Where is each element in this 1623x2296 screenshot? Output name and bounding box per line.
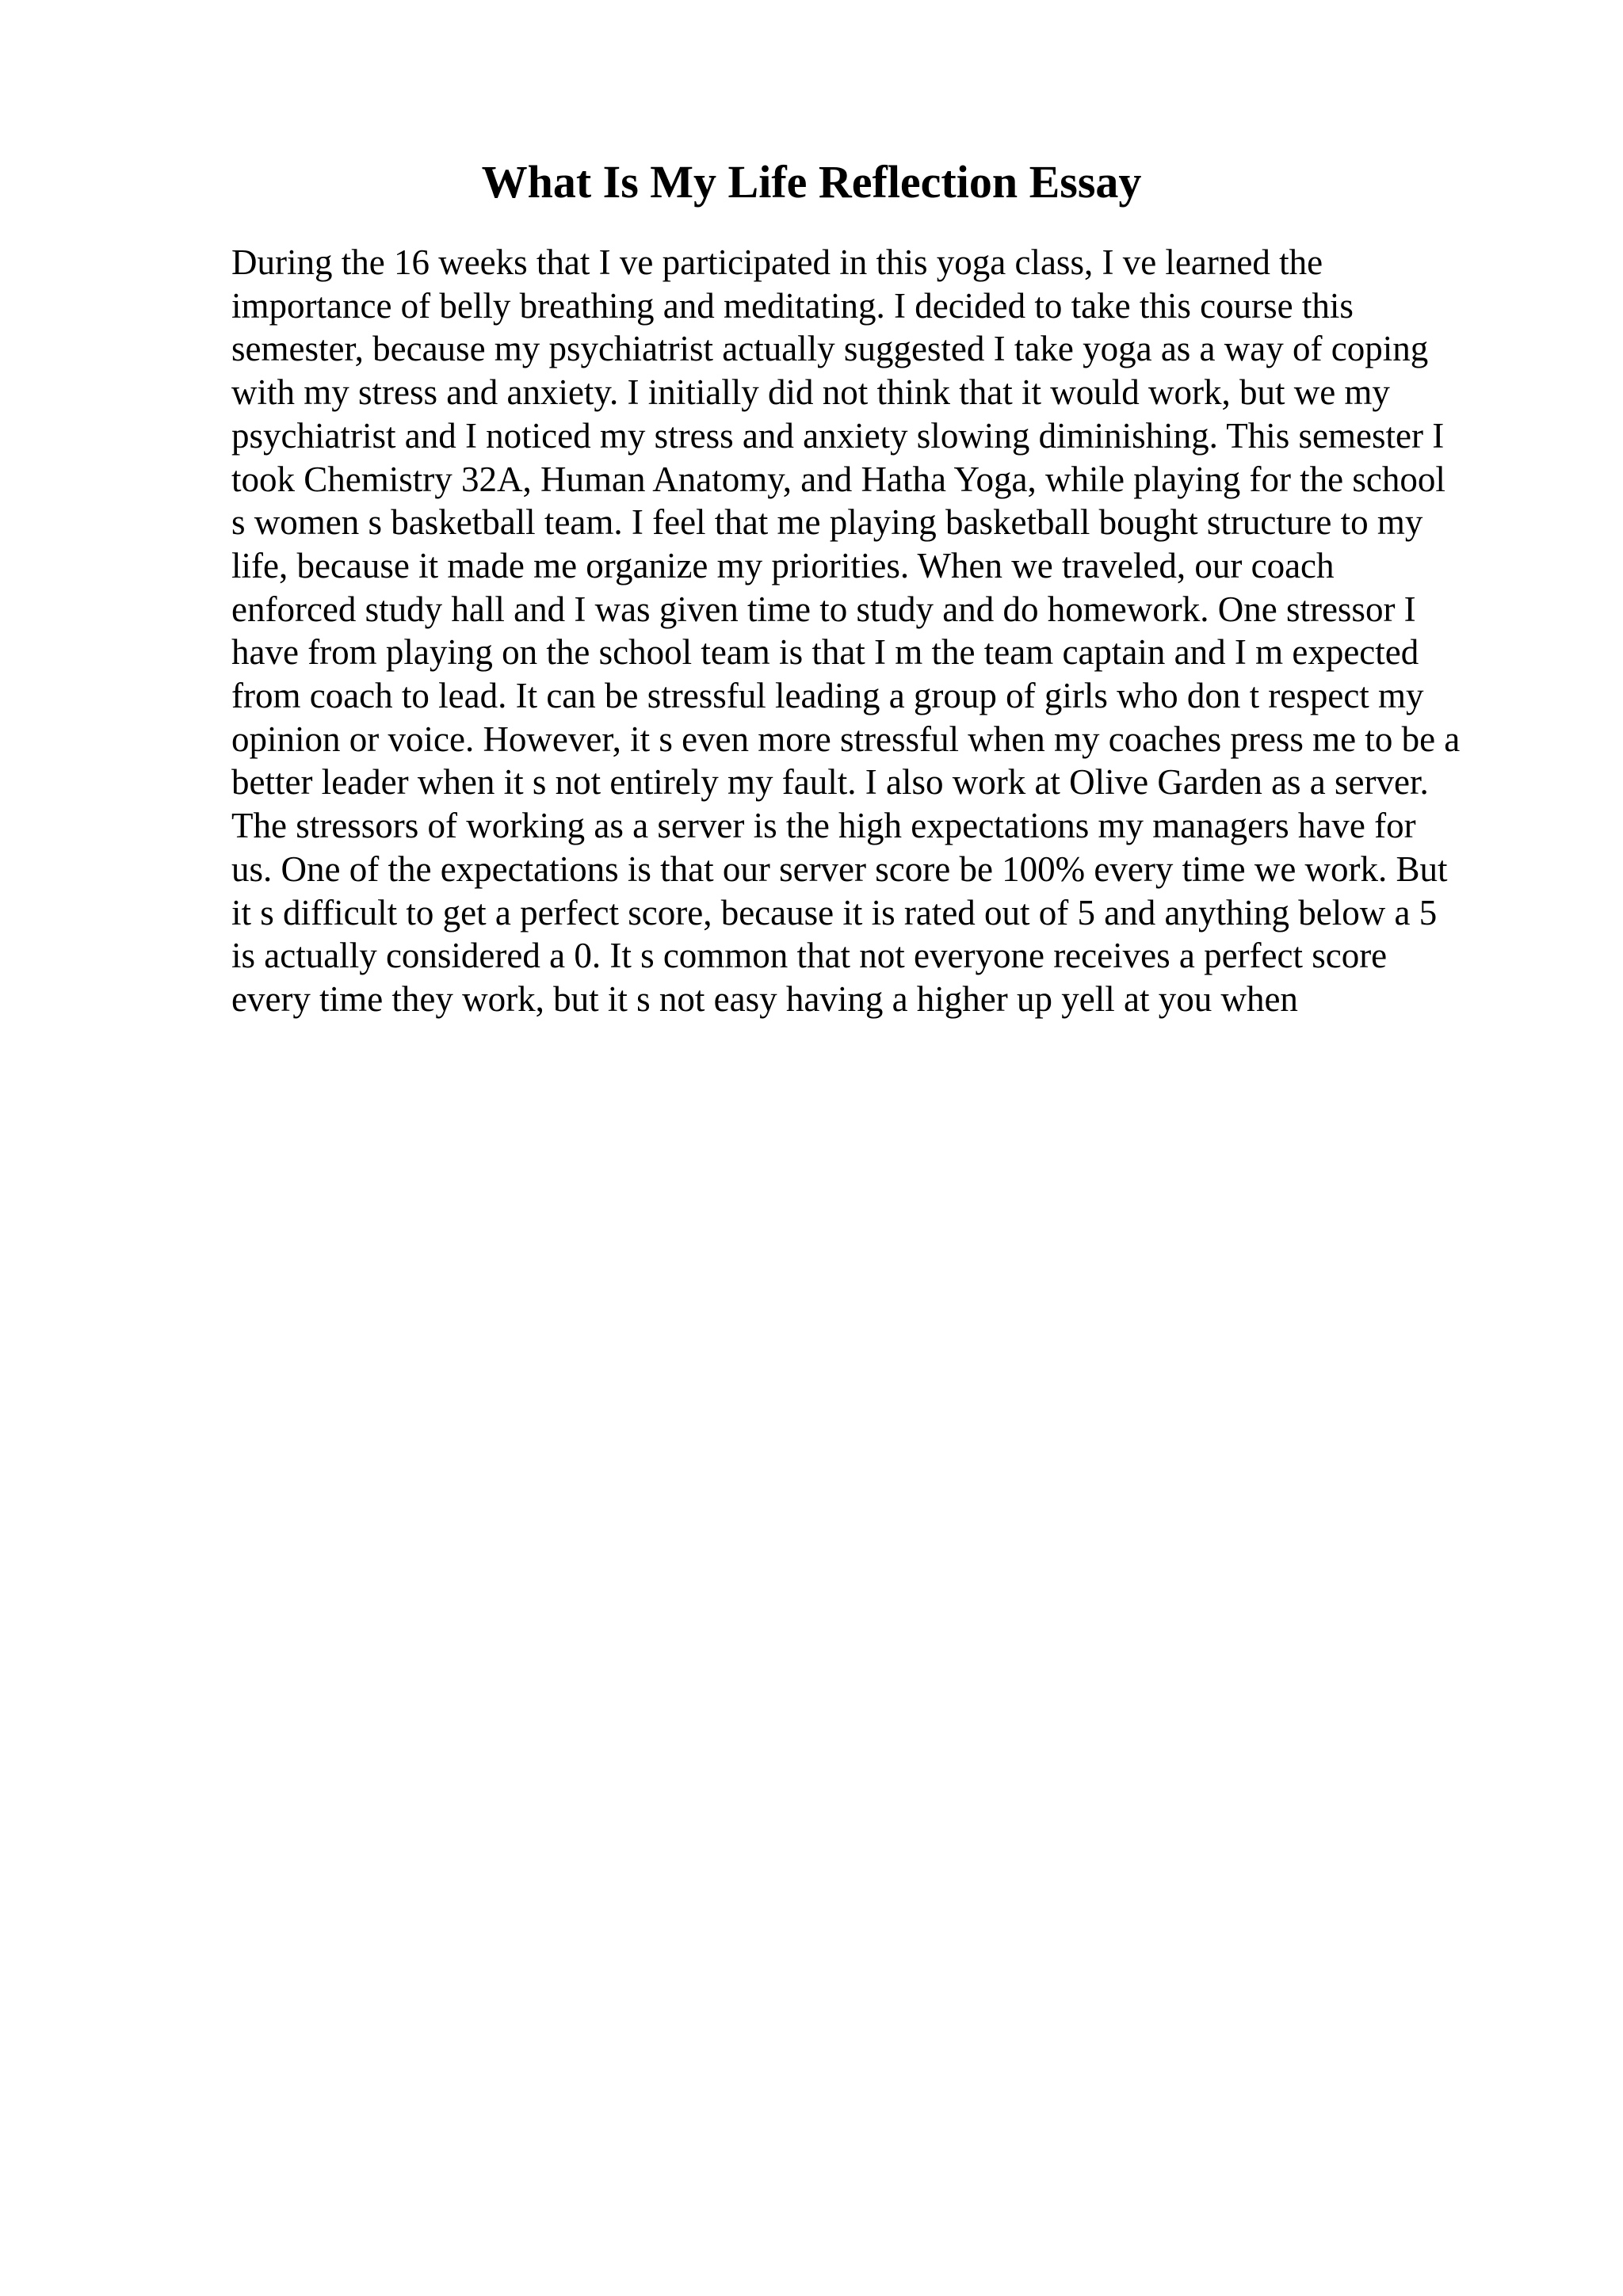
text-line: with my stress and anxiety. I initially did not think that it would work, but we my (231, 372, 1390, 413)
document-title: What Is My Life Reflection Essay (481, 156, 1142, 208)
text-line: it s difficult to get a perfect score, because it is rated out of 5 and anything below a 5 (231, 892, 1438, 933)
text-line: enforced study hall and I was given time to study and do homework. One stressor I (231, 589, 1416, 629)
text-line: s women s basketball team. I feel that me playing basketball bought structure to my (231, 502, 1423, 543)
text-line: every time they work, but it s not easy having a higher up yell at you when (231, 978, 1298, 1019)
text-line: During the 16 weeks that I ve participated in this yoga class, I ve learned the (231, 242, 1323, 282)
essay-body (231, 241, 1531, 1021)
text-line: The stressors of working as a server is the high expectations my managers have for (231, 806, 1416, 846)
text-line: from coach to lead. It can be stressful leading a group of girls who don t respect my (231, 676, 1424, 716)
text-line: us. One of the expectations is that our server score be 100% every time we work. But (231, 849, 1448, 889)
text-line: psychiatrist and I noticed my stress and anxiety slowing diminishing. This semester I (231, 415, 1445, 456)
text-line: importance of belly breathing and meditating. I decided to take this course this (231, 285, 1354, 326)
text-line: opinion or voice. However, it s even more stressful when my coaches press me to be a (231, 719, 1461, 759)
text-line: took Chemistry 32A, Human Anatomy, and Hatha Yoga, while playing for the school (231, 459, 1445, 499)
text-line: is actually considered a 0. It s common that not everyone receives a perfect score (231, 936, 1388, 976)
text-line: semester, because my psychiatrist actually suggested I take yoga as a way of coping (231, 329, 1429, 369)
text-line: better leader when it s not entirely my fault. I also work at Olive Garden as a server. (231, 762, 1429, 803)
text-line: life, because it made me organize my priorities. When we traveled, our coach (231, 545, 1335, 585)
text-line: have from playing on the school team is that I m the team captain and I m expected (231, 632, 1419, 673)
